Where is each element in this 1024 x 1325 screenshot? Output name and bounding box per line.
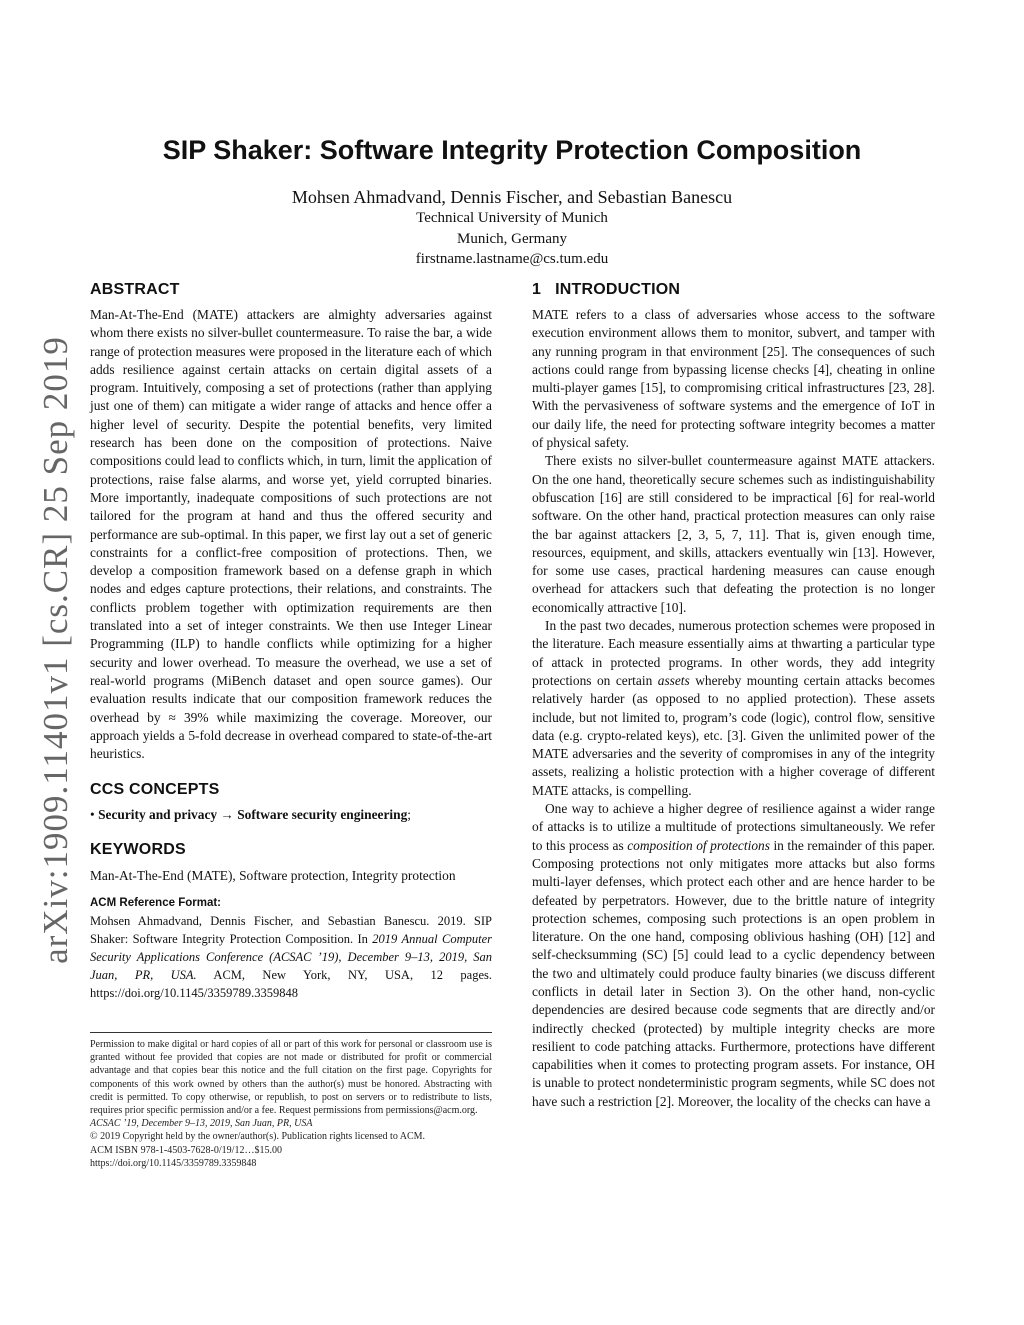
ccs-concept: Security and privacy <box>98 807 218 823</box>
intro-paragraph-4 <box>532 800 935 1111</box>
footnote-divider <box>90 1032 492 1033</box>
arxiv-identifier-text: arXiv:1909.11401v1 [cs.CR] 25 Sep 2019 <box>36 336 75 964</box>
doi-line: https://doi.org/10.1145/3359789.3359848 <box>90 1157 257 1169</box>
keywords-heading: KEYWORDS <box>90 840 186 858</box>
author-list: Mohsen Ahmadvand, Dennis Fischer, and Sebastian Banescu <box>291 187 733 207</box>
right-column <box>532 281 935 1111</box>
paper-title: SIP Shaker: Software Integrity Protection Composition <box>162 135 862 165</box>
affiliation-email: firstname.lastname@cs.tum.edu <box>415 251 609 267</box>
intro-paragraph-3 <box>532 617 935 800</box>
left-column <box>90 281 492 1002</box>
intro-p4-emphasis: composition of protections <box>627 837 770 853</box>
isbn-line: ACM ISBN 978-1-4503-7628-0/19/12…$15.00 <box>90 1144 282 1156</box>
ccs-trailing: ; <box>407 807 412 823</box>
acm-reference-text <box>90 912 492 1002</box>
ccs-concepts-entry <box>90 806 492 824</box>
arxiv-identifier-stamp <box>36 336 76 964</box>
ccs-arrow: → <box>220 807 234 823</box>
keywords-text: Man-At-The-End (MATE), Software protection, Integrity protection <box>90 867 456 883</box>
intro-p4-end: in the remainder of this paper. Composing protections not only mitigates more attacks but also forms multi-layer defenses, which protect each other and are hence harder to be defeated by perpetrators. However, due to the brittle nature of integrity protection schemes, composing such protections is an open problem in literature. On the one hand, composing oblivious hashing (OH) [12] and self-checksumming (SC) [5] could lead to a cyclic dependency between the two and ultimately could produce faulty binaries (we discuss different conflicts in detail later in Section 3). On the other hand, non-cyclic dependencies are desired because code segments that are directly and/or indirectly checked (protected) by multiple integrity checks are more resilient to code patching attacks. Furthermore, protections have different capabilities when it comes to protecting program assets. For instance, OH is unable to protect nondeterministic program segments, while SC does not have such a restriction [2]. Moreover, the locality of the checks can have a <box>532 837 936 1109</box>
ccs-bullet: • <box>90 807 95 823</box>
intro-p4-start: One way to achieve a higher degree of resilience against a wider range of attacks is to utilize a multitude of protections simultaneously. We refer to this process as <box>532 801 935 853</box>
permission-notice <box>90 1038 492 1170</box>
section-title: INTRODUCTION <box>555 281 681 298</box>
acm-reference-start: Mohsen Ahmadvand, Dennis Fischer, and Sebastian Banescu. 2019. SIP Shaker: Software Integrity Protection Composition. In <box>90 914 492 947</box>
intro-p3-start: In the past two decades, numerous protection schemes were proposed in the literature. Each measure essentially aims at thwarting a particular type of attack in protected programs. In other words, they add integrity protections on certain <box>532 618 935 688</box>
acm-reference-heading: ACM Reference Format: <box>90 897 221 910</box>
introduction-heading <box>532 281 935 299</box>
ccs-concepts-heading: CCS CONCEPTS <box>90 781 220 799</box>
acm-reference-end: ACM, New York, NY, USA, 12 pages. https://doi.org/10.1145/3359789.3359848 <box>90 968 492 1001</box>
affiliation-location: Munich, Germany <box>457 231 567 247</box>
abstract-heading: ABSTRACT <box>90 281 180 298</box>
intro-p3-end: whereby mounting certain attacks becomes relatively harder (as opposed to no applied protection). These assets include, but not limited to, program’s code (logic), control flow, sensitive data (e.g. crypto-related keys), etc. [3]. Given the unlimited power of the MATE adversaries and the severity of compromises in any of the integrity assets, realizing a holistic protection with a higher coverage of different MATE attacks, is compelling. <box>532 672 936 798</box>
permission-venue: ACSAC ’19, December 9–13, 2019, San Juan, PR, USA <box>90 1118 313 1130</box>
acm-reference-venue: 2019 Annual Computer Security Applications Conference (ACSAC ’19), December 9–13, 2019, San Juan, PR, USA. <box>90 932 492 983</box>
abstract-text: Man-At-The-End (MATE) attackers are almighty adversaries against whom there exists no silver-bullet countermeasure. To raise the bar, a wide range of protection measures were proposed in the literature each of which adds resilience against certain attacks on certain digital assets of a program. Intuitively, composing a set of protections (rather than applying just one of them) can mitigate a wider range of attacks and hence offer a higher level of security. Despite the potential benefits, very limited research has been done on the composition of protections. Naive compositions could lead to conflicts which, in turn, limit the application of protections, raise false alarms, and worse yet, yield corrupted binaries. More importantly, inadequate compositions of such protections are not tailored for the program at hand and thus the offered security and performance are sub-optimal. In this paper, we first lay out a set of generic constraints for a conflict-free composition of protections. Then, we develop a composition framework based on a defense graph in which nodes and edges capture protections, their relations, and constraints. The conflicts problem together with optimization requirements are then translated into a set of integer constraints. We then use Integer Linear Programming (ILP) to handle conflicts while optimizing for a higher security and lower overhead. To measure the overhead, we use a set of real-world programs (MiBench dataset and open source games). Our evaluation results indicate that our composition framework reduces the overhead by ≈ 39% while maximizing the coverage. Moreover, our approach yields a 5-fold decrease in overhead compared to state-of-the-art heuristics. <box>90 307 492 762</box>
intro-paragraph-2: There exists no silver-bullet countermeasure against MATE attackers. On the one hand, theoretically secure schemes such as indistinguishability obfuscation [16] are still considered to be impractical [6] for real-world software. On the other hand, practical protection measures can only raise the bar against attackers [2, 3, 5, 7, 11]. That is, given enough time, resources, equipment, and skills, attackers eventually win [13]. However, for some use cases, practical hardening measures can cause enough overhead for attackers such that defeating the protection is no longer economically attractive [10]. <box>532 453 935 615</box>
section-number: 1 <box>532 281 542 298</box>
ccs-subconcept: Software security engineering <box>237 807 408 823</box>
affiliation-institution: Technical University of Munich <box>416 210 608 226</box>
permission-text: Permission to make digital or hard copies of all or part of this work for personal or classroom use is granted without fee provided that copies are not made or distributed for profit or commercial advantage and that copies bear this notice and the full citation on the first page. Copyrights for components of this work owned by others than the author(s) must be honored. Abstracting with credit is permitted. To copy otherwise, or republish, to post on servers or to redistribute to lists, requires prior specific permission and/or a fee. Request permissions from permissions@acm.org. <box>90 1039 492 1117</box>
intro-paragraph-1: MATE refers to a class of adversaries whose access to the software execution environment allows them to monitor, subvert, and tamper with any running program in that environment [25]. The consequences of such actions could range from bypassing license checks [4], cheating in online multi-player games [15], to compromising critical infrastructures [23, 28]. With the pervasiveness of software systems and the emergence of IoT in our daily life, the need for protecting software integrity becomes a matter of physical safety. <box>532 307 935 451</box>
intro-p3-emphasis: assets <box>657 672 690 688</box>
copyright-line: © 2019 Copyright held by the owner/author(s). Publication rights licensed to ACM. <box>90 1131 426 1143</box>
